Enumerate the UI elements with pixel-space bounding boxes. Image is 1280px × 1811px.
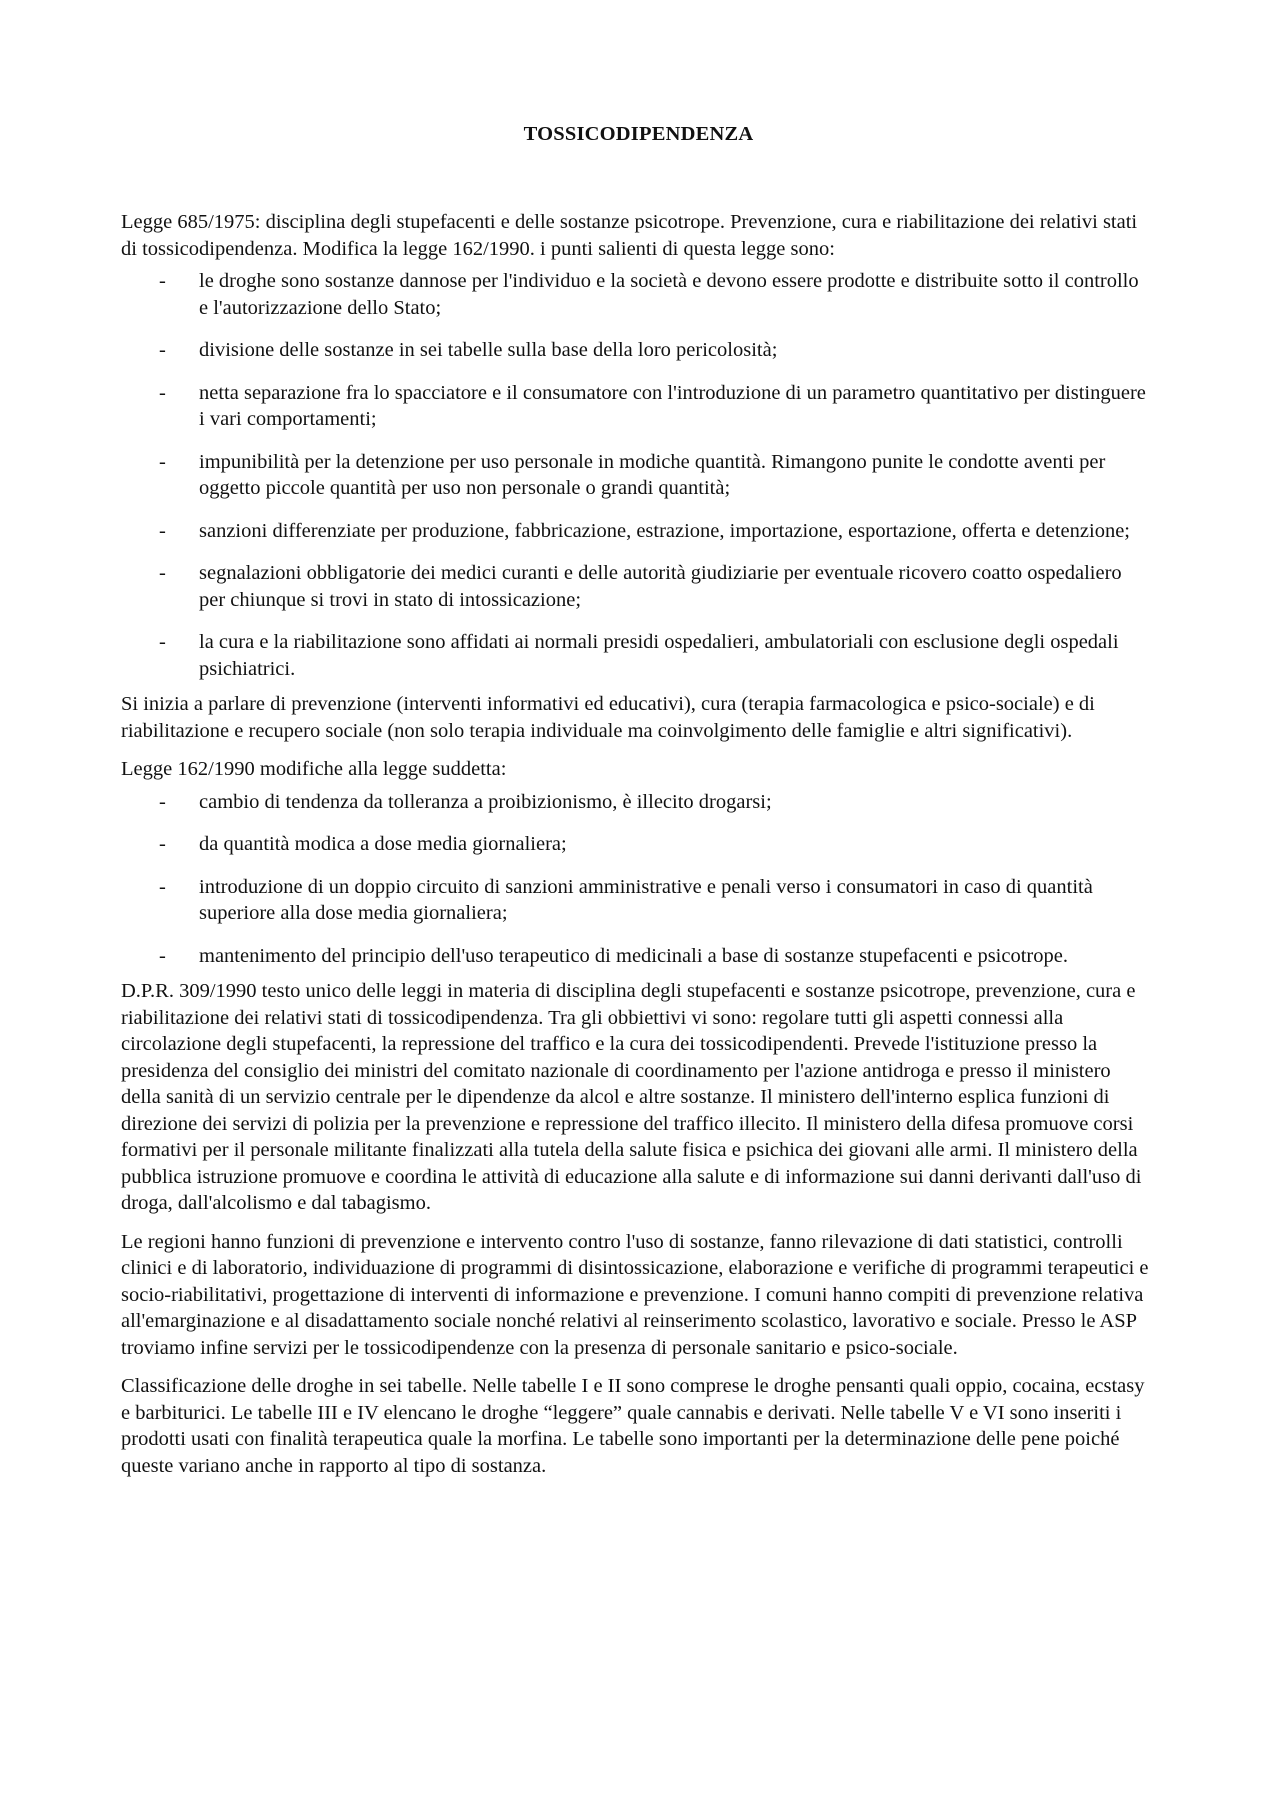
bullet-dash: - [159,381,166,404]
paragraph-legge-685: Legge 685/1975: disciplina degli stupefacenti e delle sostanze psicotrope. Prevenzione, cura e riabilitazione dei relativi stati di tossicodipendenza. Modifica la legge 162/1990. i punti salienti di questa legge sono: [121,211,1138,260]
list-legge-162-points [121,789,1152,970]
list-item-text: la cura e la riabilitazione sono affidati ai normali presidi ospedalieri, ambulatoriali con esclusione degli ospedali psichiatrici. [199,631,1119,680]
bullet-dash: - [159,450,166,473]
list-legge-685-points [121,268,1152,682]
list-item-text: mantenimento del principio dell'uso terapeutico di medicinali a base di sostanze stupefacenti e psicotrope. [199,944,1068,967]
list-item-text: cambio di tendenza da tolleranza a proibizionismo, è illecito drogarsi; [199,790,772,813]
list-item-text: netta separazione fra lo spacciatore e il consumatore con l'introduzione di un parametro quantitativo per distinguere i vari comportamenti; [199,381,1146,430]
bullet-dash: - [159,833,166,855]
list-item-text: sanzioni differenziate per produzione, fabbricazione, estrazione, importazione, esportazione, offerta e detenzione; [199,519,1130,542]
list-item [121,449,1152,502]
bullet-dash: - [159,339,166,361]
bullet-dash: - [159,631,166,653]
list-item [121,874,1152,927]
list-item [121,518,1152,545]
bullet-dash: - [159,270,166,292]
bullet-dash: - [159,790,166,813]
list-item-text: introduzione di un doppio circuito di sanzioni amministrative e penali verso i consumatori in caso di quantità superiore alla dose media giornaliera; [199,875,1093,924]
list-item-text: da quantità modica a dose media giornaliera; [199,833,567,855]
bullet-dash: - [159,519,166,542]
list-item [121,268,1152,321]
paragraph-classificazione: Classificazione delle droghe in sei tabelle. Nelle tabelle I e II sono comprese le droghe pensanti quali oppio, cocaina, ecstasy e barbiturici. Le tabelle III e IV elencano le droghe “leggere” quale cannabis e derivati. Nelle tabelle V e VI sono inseriti i prodotti usati con finalità terapeutica quale la morfina. Le tabelle sono importanti per la determinazione delle pene poiché queste variano anche in rapporto al tipo di sostanza. [121,1375,1145,1477]
page-title: TOSSICODIPENDENZA [523,123,754,145]
list-item [121,943,1152,970]
bullet-dash: - [159,562,166,584]
paragraph-prevenzione: Si inizia a parlare di prevenzione (interventi informativi ed educativi), cura (terapia farmacologica e psico-sociale) e di riabilitazione e recupero sociale (non solo terapia individuale ma coinvolgimento delle famiglie e altri significativi). [121,693,1095,742]
list-item [121,789,1152,816]
list-item [121,831,1152,858]
paragraph-legge-162: Legge 162/1990 modifiche alla legge suddetta: [121,758,507,780]
list-item [121,560,1152,613]
bullet-dash: - [159,875,166,898]
list-item [121,380,1152,433]
bullet-dash: - [159,944,166,967]
list-item-text: segnalazioni obbligatorie dei medici curanti e delle autorità giudiziarie per eventuale ricovero coatto ospedaliero per chiunque si trovi in stato di intossicazione; [199,562,1122,611]
paragraph-regioni: Le regioni hanno funzioni di prevenzione e intervento contro l'uso di sostanze, fanno rilevazione di dati statistici, controlli clinici e di laboratorio, individuazione di programmi di disintossicazione, elaborazione e verifiche di programmi terapeutici e socio-riabilitativi, progettazione di interventi di informazione e prevenzione. I comuni hanno compiti di prevenzione relativa all'emarginazione e al disadattamento sociale nonché relativi al reinserimento scolastico, lavorativo e sociale. Presso le ASP troviamo infine servizi per le tossicodipendenze con la presenza di personale sanitario e psico-sociale. [121,1230,1149,1359]
paragraph-dpr-309: D.P.R. 309/1990 testo unico delle leggi in materia di disciplina degli stupefacenti e sostanze psicotrope, prevenzione, cura e riabilitazione dei relativi stati di tossicodipendenza. Tra gli obbiettivi vi sono: regolare tutti gli aspetti connessi alla circolazione degli stupefacenti, la repressione del traffico e la cura dei tossicodipendenti. Prevede l'istituzione presso la presidenza del consiglio dei ministri del comitato nazionale di coordinamento per l'azione antidroga e presso il ministero della sanità di un servizio centrale per le dipendenze da alcol e altre sostanze. Il ministero dell'interno esplica funzioni di direzione dei servizi di polizia per la prevenzione e repressione del traffico illecito. Il ministero della difesa promuove corsi formativi per il personale militante finalizzati alla tutela della salute fisica e psichica dei giovani alle armi. Il ministero della pubblica istruzione promuove e coordina le attività di educazione alla salute e di informazione sui danni derivanti dall'uso di droga, dall'alcolismo e dal tabagismo. [121,980,1142,1214]
list-item [121,629,1152,682]
list-item [121,337,1152,364]
list-item-text: impunibilità per la detenzione per uso personale in modiche quantità. Rimangono punite le condotte aventi per oggetto piccole quantità per uso non personale o grandi quantità; [199,450,1106,499]
list-item-text: divisione delle sostanze in sei tabelle sulla base della loro pericolosità; [199,339,778,361]
list-item-text: le droghe sono sostanze dannose per l'individuo e la società e devono essere prodotte e distribuite sotto il controllo e l'autorizzazione dello Stato; [199,270,1139,319]
